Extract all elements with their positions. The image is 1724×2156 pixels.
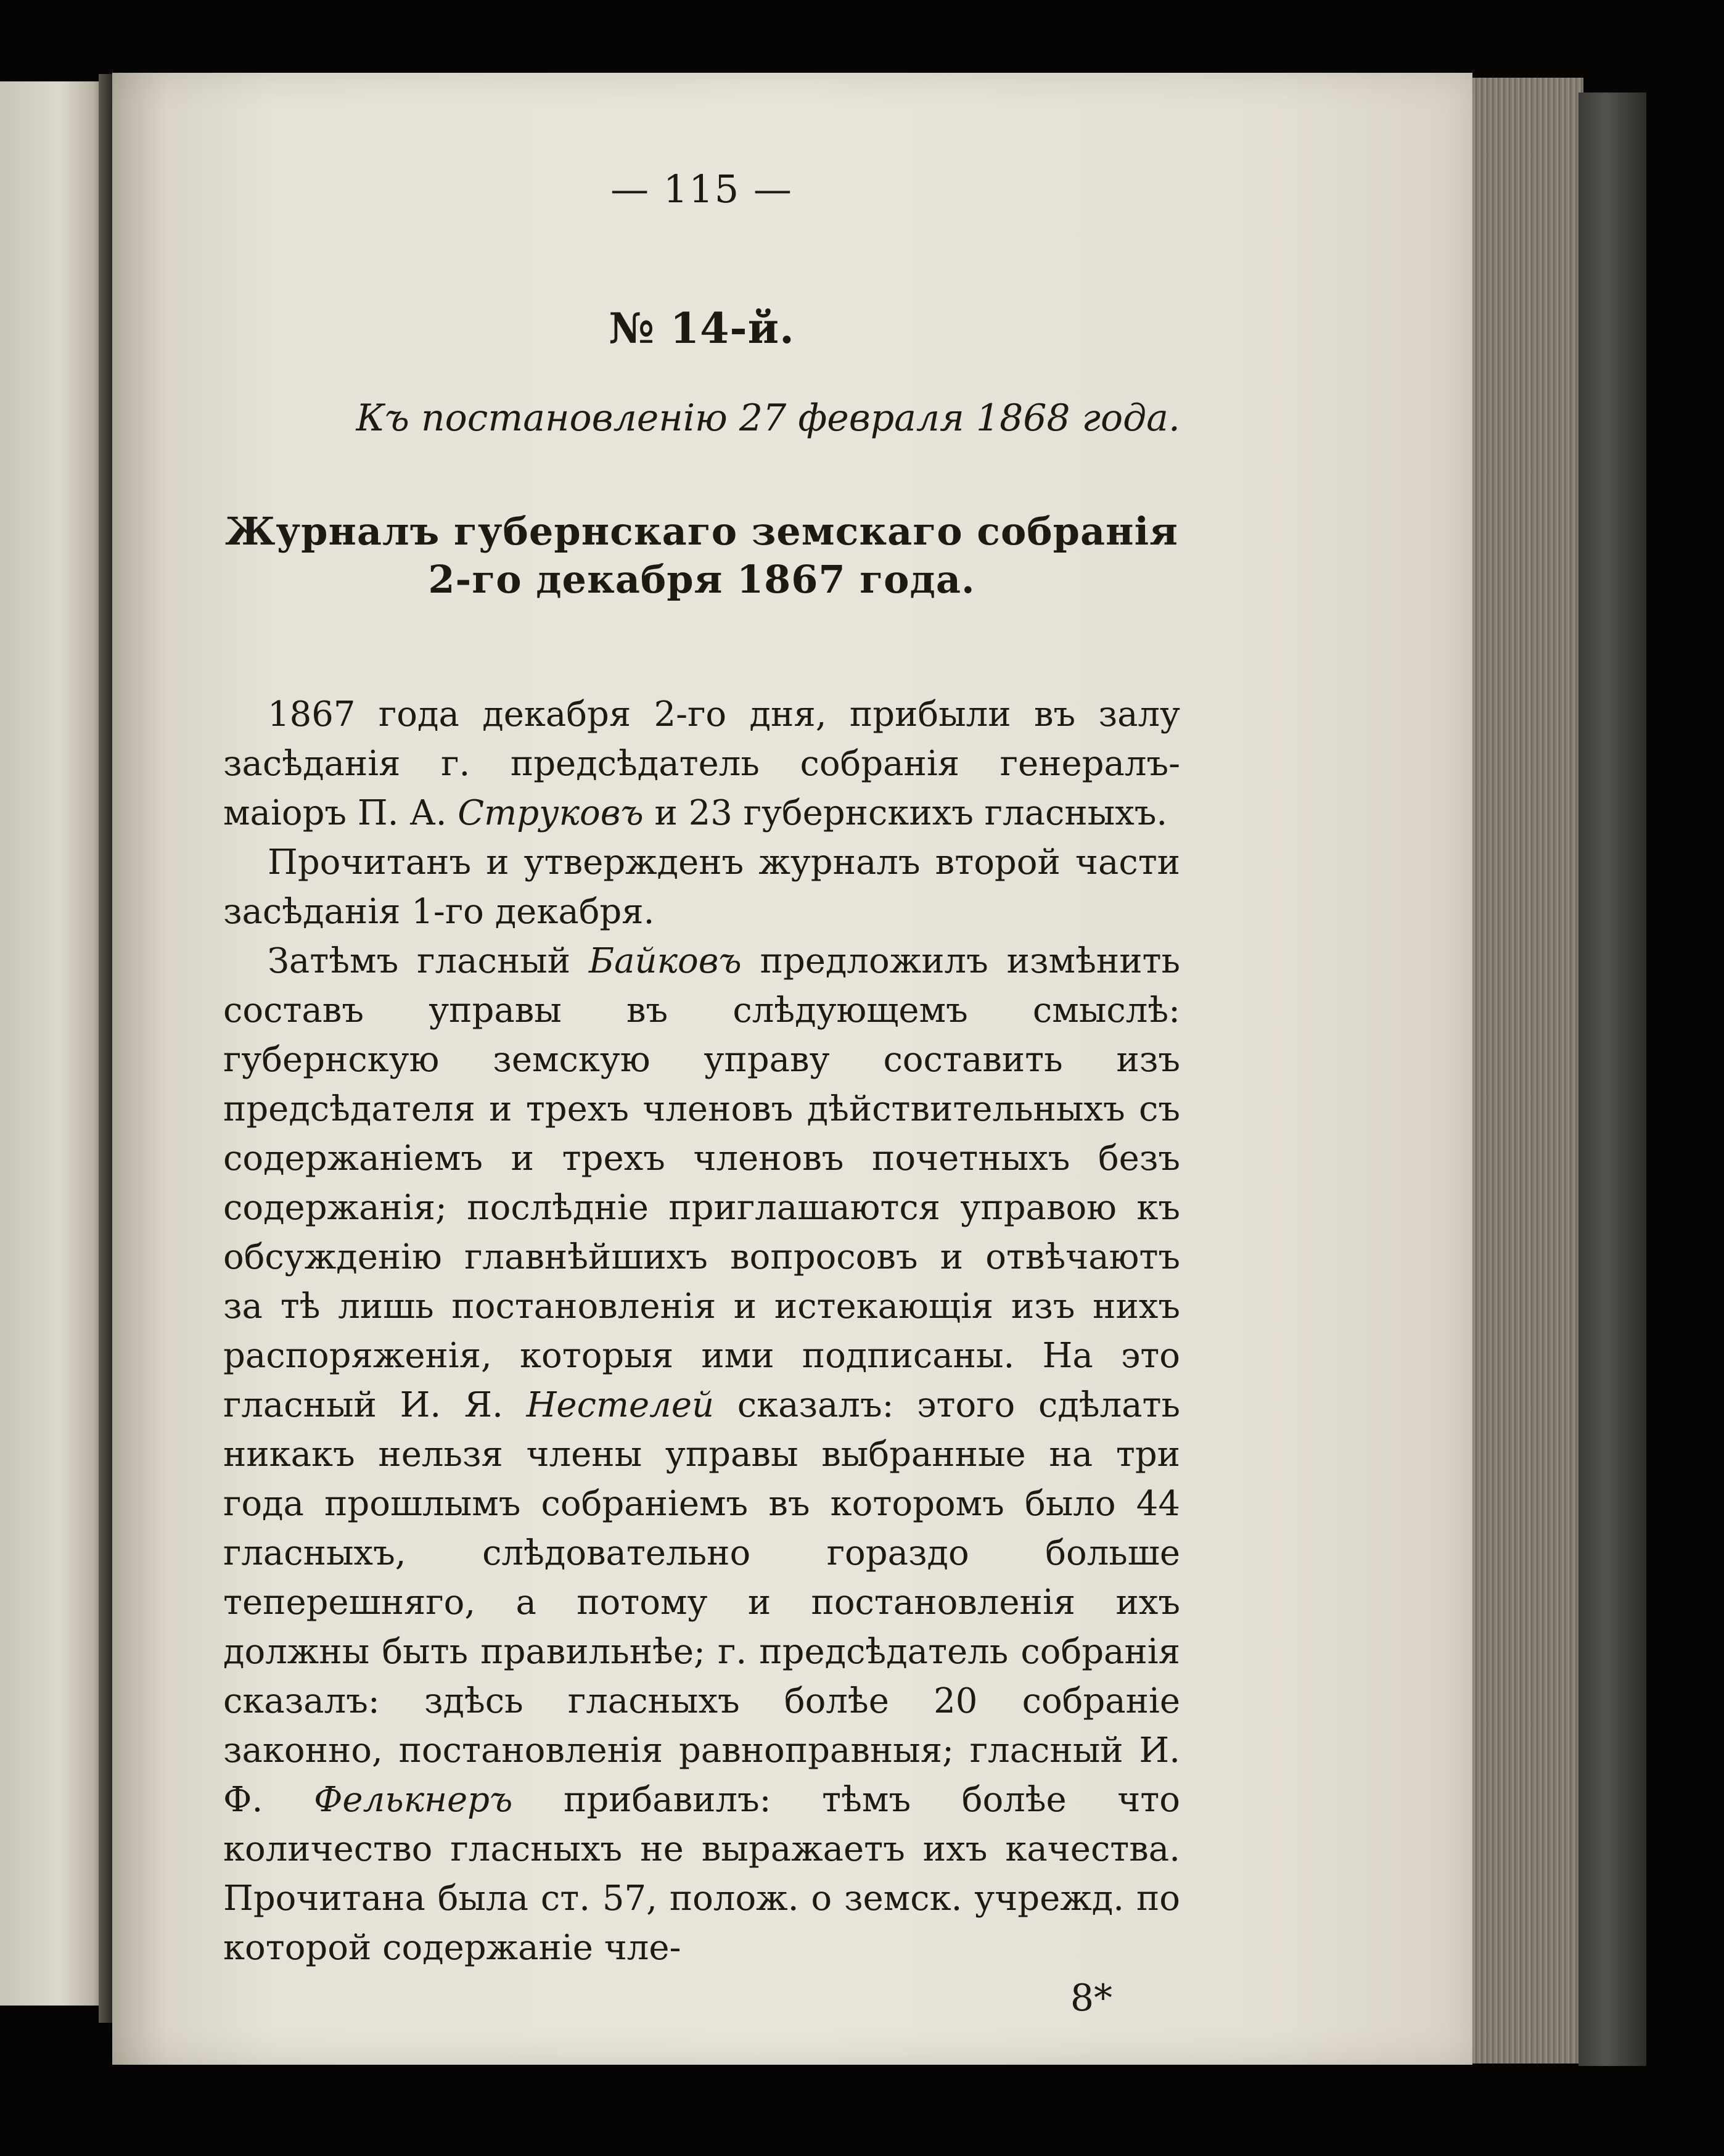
page-number: — 115 — xyxy=(610,167,793,212)
journal-title-line-1: Журналъ губернскаго земскаго собранія xyxy=(225,509,1178,554)
document-number: № 14-й. xyxy=(609,304,795,353)
paragraph-1 xyxy=(223,690,1180,838)
person-name-baikov: Байковъ xyxy=(588,941,742,981)
paragraph-3-text-a: Затѣмъ гласный xyxy=(268,941,589,981)
paragraph-1-text-b: и 23 губернскихъ гласныхъ. xyxy=(643,793,1168,833)
journal-title xyxy=(223,508,1180,604)
person-name-strukov: Струковъ xyxy=(458,793,644,833)
decree-reference: Къ постановленію 27 февраля 1868 года. xyxy=(356,397,1180,440)
person-name-felkner: Фелькнеръ xyxy=(313,1780,513,1820)
paragraph-2: Прочитанъ и утвержденъ журналъ второй части засѣданія 1-го декабря. xyxy=(223,842,1180,932)
paragraph-1-text-a: 1867 года декабря 2-го дня, прибыли въ залу засѣданія г. предсѣдатель собранія генералъ-маіоръ П. А. xyxy=(223,694,1180,833)
paragraph-3-text-b: предложилъ измѣнить составъ управы въ слѣдующемъ смыслѣ: губернскую земскую управу составить изъ предсѣдателя и трехъ членовъ дѣйствительныхъ съ содержаніемъ и трехъ членовъ почетныхъ безъ содержанія; послѣдніе приглашаются управою къ обсужденію главнѣйшихъ вопросовъ и отвѣчаютъ за тѣ лишь постановленія и истекающія изъ нихъ распоряженія, которыя ими подписаны. На это гласный И. Я. xyxy=(223,941,1180,1425)
paragraph-3-text-d: прибавилъ: тѣмъ болѣе что количество гласныхъ не выражаетъ ихъ качества. Прочитана была ст. 57, полож. о земск. учрежд. по которой содержаніе чле- xyxy=(223,1780,1181,1968)
paragraph-3-text-c: сказалъ: этого сдѣлать никакъ нельзя члены управы выбранные на три года прошлымъ собраніемъ въ которомъ было 44 гласныхъ, слѣдовательно гораздо больше теперешняго, а потому и постановленія ихъ должны быть правильнѣе; г. предсѣдатель собранія сказалъ: здѣсь гласныхъ болѣе 20 собраніе законно, постановленія равноправныя; гласный И. Ф. xyxy=(223,1385,1180,1820)
left-page-edge xyxy=(0,81,110,2006)
page-edges xyxy=(1472,78,1583,2063)
paragraph-3 xyxy=(223,937,1180,1973)
signature-mark: 8* xyxy=(1070,1977,1112,2020)
book-cover-edge xyxy=(1578,93,1646,2066)
person-name-nestelei: Нестелей xyxy=(526,1385,715,1425)
journal-title-line-2: 2-го декабря 1867 года. xyxy=(428,557,975,602)
page-text xyxy=(223,167,1180,2020)
